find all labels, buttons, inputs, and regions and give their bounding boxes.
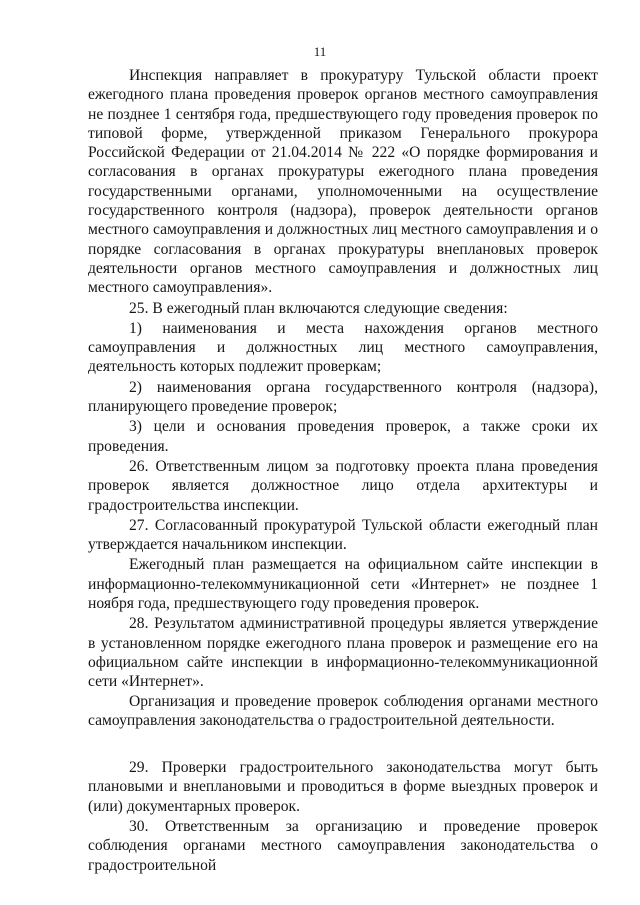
paragraph-29: 29. Проверки градостроительного законодательства могут быть плановыми и внеплановыми и проводиться в форме выездных проверок и (или) документарных проверок. [88,759,598,815]
paragraph-inspection-plan: Инспекция направляет в прокуратуру Тульской области проект ежегодного плана проведения проверок органов местного самоуправления не позднее 1 сентября года, предшествующего году проведения проверок по типовой форме, утвержденной приказом Генерального прокурора Российской Федерации от 21.04.2014 № 222 «О порядке формирования и согласования в органах прокуратуры ежегодного плана проведения государственными органами, уполномоченными на осуществление государственного контроля (надзора), проверок деятельности органов местного самоуправления и должностных лиц местного самоуправления и о порядке согласования в органах прокуратуры внеплановых проверок деятельности органов местного самоуправления и должностных лиц местного самоуправления». [88,67,598,297]
document-body [88,66,598,875]
paragraph-27: 27. Согласованный прокуратурой Тульской области ежегодный план утверждается начальником инспекции. [88,516,598,554]
paragraph-28: 28. Результатом административной процедуры является утверждение в установленном порядке ежегодного плана проверок и размещение его на официальном сайте инспекции в информационно-телекоммуникационной сети «Интернет». [88,615,598,691]
paragraph-26: 26. Ответственным лицом за подготовку проекта плана проведения проверок является должностное лицо отдела архитектуры и градостроительства инспекции. [88,457,598,514]
paragraph-30: 30. Ответственным за организацию и проведение проверок соблюдения органами местного самоуправления законодательства о градостроительной [88,817,598,874]
list-item-2: 2) наименования органа государственного контроля (надзора), планирующего проведение проверок; [88,378,598,416]
list-item-1: 1) наименования и места нахождения органов местного самоуправления и должностных лиц местного самоуправления, деятельность которых подлежит проверкам; [88,319,598,376]
section-heading: Организация и проведение проверок соблюдения органами местного самоуправления законодательства о градостроительной деятельности. [88,692,598,729]
paragraph-25: 25. В ежегодный план включаются следующие сведения: [129,299,508,317]
page-number: 11 [313,44,327,59]
list-item-3: 3) цели и основания проведения проверок, а также сроки их проведения. [88,418,598,455]
paragraph-plan-publication: Ежегодный план размещается на официальном сайте инспекции в информационно-телекоммуникационной сети «Интернет» не позднее 1 ноября года, предшествующего году проведения проверок. [88,556,598,613]
